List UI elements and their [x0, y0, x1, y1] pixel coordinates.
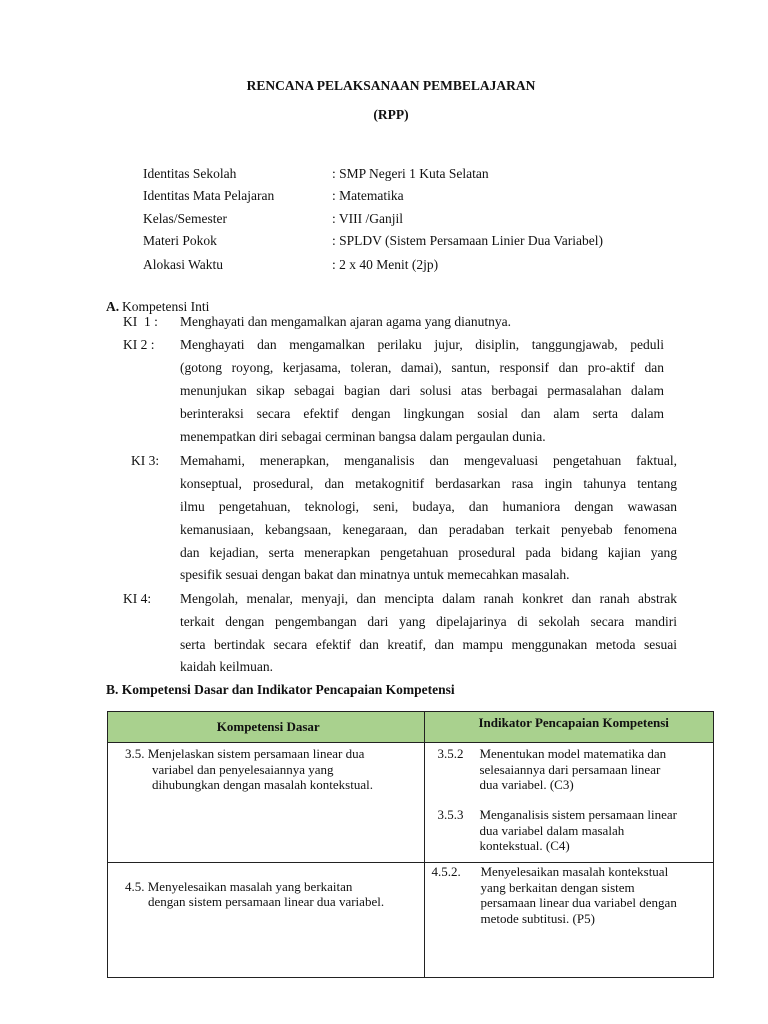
identitas-value: : VIII /Ganjil [332, 211, 403, 226]
indikator-line: selesaiannya dari persamaan linear [479, 761, 661, 777]
kompetensi-table [107, 711, 714, 978]
indikator-line: persamaan linear dua variabel dengan [480, 895, 677, 910]
ki4-line: terkait dengan pengembangan dari yang dipelajarinya di sekolah secara mandiri [180, 614, 677, 629]
section-a-title: Kompetensi Inti [122, 299, 210, 314]
identitas-label: Identitas Mata Pelajaran [143, 188, 275, 203]
section-a-letter: A. [106, 299, 120, 314]
ki1-text: Menghayati dan mengamalkan ajaran agama yang dianutnya. [180, 314, 511, 329]
section-b-title: B. Kompetensi Dasar dan Indikator Pencapaian Kompetensi [106, 682, 455, 697]
ki4-line: Mengolah, menalar, menyaji, dan mencipta dalam ranah konkret dan ranah abstrak [180, 591, 677, 606]
ki2-line: berinteraksi secara efektif dengan lingkungan sosial dan alam serta dalam [180, 406, 664, 421]
ki3-line: spesifik sesuai dengan bakat dan minatnya untuk memecahkan masalah. [180, 567, 570, 582]
ki3-line: Memahami, menerapkan, menganalisis dan mengevaluasi pengetahuan faktual, [180, 453, 677, 468]
kd-line: 4.5. Menyelesaikan masalah yang berkaitan [125, 879, 353, 894]
ki4-line: serta bertindak secara efektif dan kreatif, dan mampu menggunakan metoda sesuai [180, 637, 677, 652]
identitas-value: : SPLDV (Sistem Persamaan Linier Dua Variabel) [332, 233, 603, 248]
ki4-line: kaidah keilmuan. [180, 659, 273, 674]
indikator-number: 3.5.3 [437, 807, 464, 822]
table-header-row [108, 712, 714, 743]
kd-line: dengan sistem persamaan linear dua variabel. [148, 894, 385, 909]
ki3-line: kemanusiaan, kebangsaan, kenegaraan, dan peradaban terkait penyebab fenomena [180, 522, 677, 537]
ki2-line: menempatkan diri sebagai cerminan bangsa dalam pergaulan dunia. [180, 429, 546, 444]
indikator-number: 3.5.2 [437, 746, 464, 761]
table-row [108, 743, 714, 863]
ki2-line: (gotong royong, kerjasama, toleran, damai), santun, responsif dan pro-aktif dan [180, 360, 664, 375]
ki2-code: KI 2 : [123, 337, 155, 352]
indikator-line: Menganalisis sistem persamaan linear [479, 807, 677, 822]
indikator-number: 4.5.2. [431, 864, 461, 879]
kd-line: variabel dan penyelesaiannya yang [152, 761, 334, 777]
table-header-label: Kompetensi Dasar [216, 719, 320, 734]
identitas-value: : SMP Negeri 1 Kuta Selatan [332, 166, 489, 181]
kd-line: dihubungkan dengan masalah kontekstual. [152, 777, 373, 792]
indikator-line: dua variabel dalam masalah [479, 822, 625, 838]
table-cell-indikator [425, 863, 714, 978]
table-cell-indikator [425, 743, 714, 863]
indikator-line: yang berkaitan dengan sistem [480, 879, 635, 895]
indikator-line: metode subtitusi. (P5) [480, 910, 595, 926]
identitas-label: Identitas Sekolah [143, 166, 237, 181]
kd-line: 3.5. Menjelaskan sistem persamaan linear dua [125, 746, 365, 761]
ki2-line: Menghayati dan mengamalkan perilaku jujur, disiplin, tanggungjawab, peduli [180, 337, 664, 352]
table-header-label: Indikator Pencapaian Kompetensi [478, 715, 669, 730]
ki2-line: menunjukan sikap sebagai bagian dari solusi atas berbagai permasalahan dalam [180, 383, 664, 398]
identitas-label: Materi Pokok [143, 233, 217, 248]
indikator-line: kontekstual. (C4) [479, 838, 570, 853]
table-cell-kd [108, 743, 425, 863]
table-row [108, 863, 714, 978]
identitas-value: : Matematika [332, 188, 404, 203]
indikator-line: Menyelesaikan masalah kontekstual [480, 864, 669, 879]
ki1-code: KI 1 : [123, 314, 158, 329]
page-title: RENCANA PELAKSANAAN PEMBELAJARAN [246, 78, 536, 93]
table-cell-kd [108, 863, 425, 978]
ki3-line: dan kejadian, serta menerapkan pengetahuan prosedural pada bidang kajian yang [180, 545, 677, 560]
table-header-indikator [425, 712, 714, 743]
identitas-label: Alokasi Waktu [143, 257, 224, 272]
ki3-code: KI 3: [131, 453, 160, 468]
indikator-line: dua variabel. (C3) [479, 777, 574, 792]
ki4-code: KI 4: [123, 591, 152, 606]
indikator-line: Menentukan model matematika dan [479, 746, 667, 761]
page-subtitle: (RPP) [373, 107, 409, 122]
identitas-value: : 2 x 40 Menit (2jp) [332, 257, 439, 272]
ki3-line: ilmu pengetahuan, teknologi, seni, budaya, dan humaniora dengan wawasan [180, 499, 677, 514]
ki3-line: konseptual, prosedural, dan metakognitif berdasarkan rasa ingin tahunya tentang [180, 476, 677, 491]
identitas-label: Kelas/Semester [143, 211, 227, 226]
table-header-kd [108, 712, 425, 743]
